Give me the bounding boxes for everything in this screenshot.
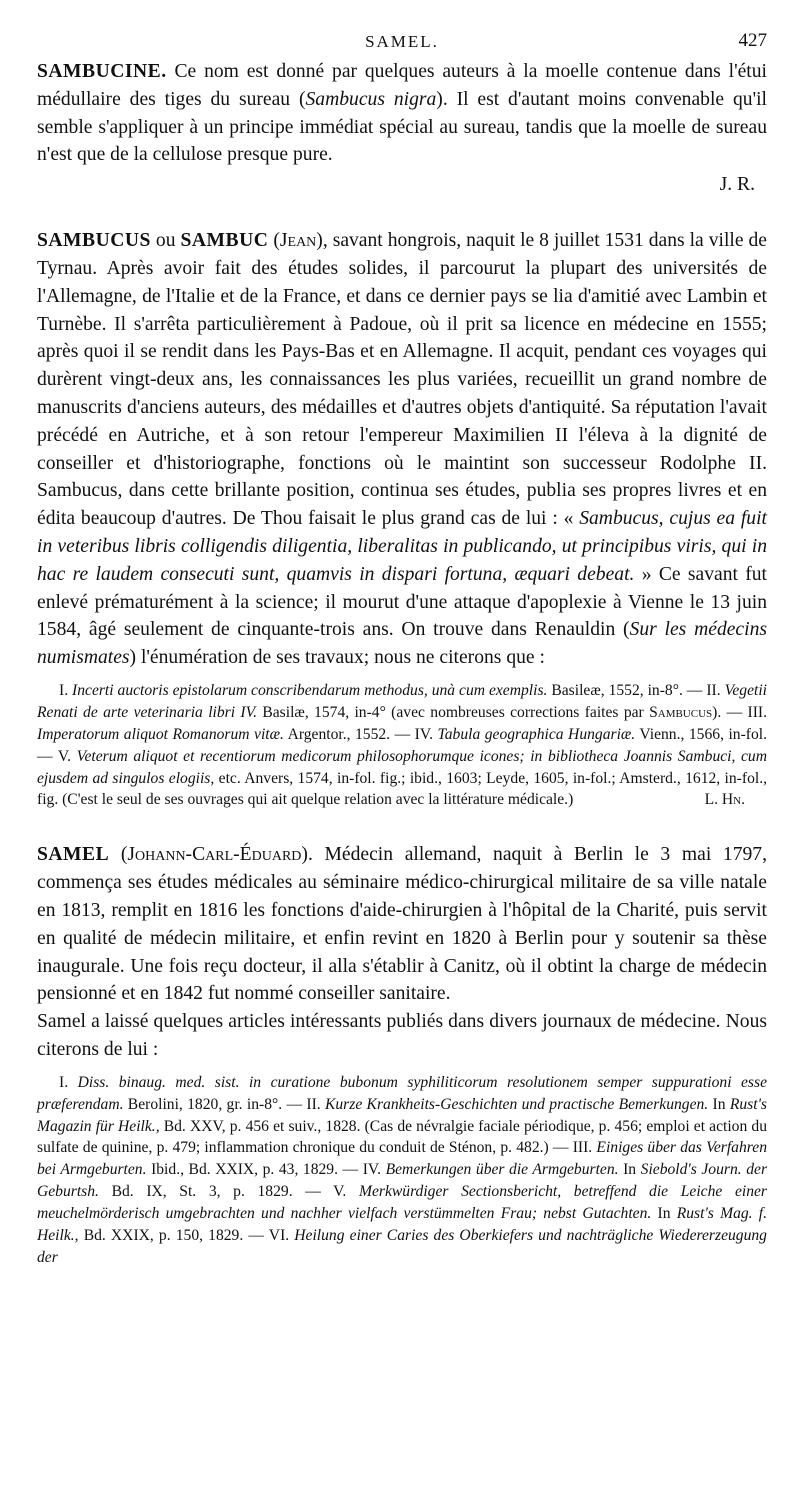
work-title: Vegetii Renati de arte veterinaria libri IV.	[37, 681, 767, 721]
item-number: I.	[59, 681, 73, 699]
work-title: Diss. binaug. med. sist. in curatione bubonum syphiliticorum resolutionem semper suppurationi esse præferendam.	[37, 1073, 767, 1113]
body-text: » Ce savant fut enlevé prématurément à la science; il mourut d'une attaque d'apoplexie à Vienne le 13 juin 1584, âgé seulement de cinquante-trois ans. On trouve dans Renauldin (	[37, 563, 767, 641]
entry-samel-text-2: Samel a laissé quelques articles intéressants publiés dans divers journaux de médecine. Nous citerons de lui :	[37, 1011, 767, 1060]
work-details: Argentor., 1552. — IV.	[283, 725, 438, 743]
item-number: I.	[59, 1073, 78, 1091]
work-details: Bd. IX, St. 3, p. 1829. — V.	[98, 1183, 359, 1201]
document-page	[37, 28, 767, 1269]
work-details: Bd. XXIX, p. 150, 1829. — VI.	[78, 1227, 295, 1245]
latin-quote: Sambucus, cujus ea fuit in veteribus libris colligendis diligentia, liberalitas in publicando, ut principibus viris, qui in hac re laudem consecuti sunt, quamvis in dispari fortuna, æquari debeat.	[37, 508, 767, 585]
journal-title: Siebold's Journ. der Geburtsh.	[37, 1161, 768, 1201]
work-details: etc. Anvers, 1574, in-fol. fig.; ibid., 1603; Leyde, 1605, in-fol.; Amsterd., 1612, in-fol., fig. (C'est le seul de ses ouvrages qui ait quelque relation avec la littérature médicale.)	[37, 769, 767, 809]
entry-samel-text: SAMEL (Johann-Carl-Éduard). Médecin allemand, naquit à Berlin le 3 mai 1797, commença ses études médicales au séminaire médico-chirurgical militaire de sa ville natale en 1813, remplit en 1816 les fonctions d'aide-chirurgien à l'hôpital de la Charité, puis servit en qualité de médecin militaire, et enfin revint en 1820 à Berlin pour y soutenir sa thèse inaugurale. Une fois reçu docteur, il alla s'établir à Canitz, où il obtint la charge de médecin pensionné et en 1842 fut nommé conseiller sanitaire.	[37, 844, 767, 1005]
headword: SAMEL	[37, 844, 110, 866]
entry-sambucine-text	[37, 58, 767, 169]
forename: Johann-Carl-Éduard	[127, 844, 302, 866]
page-header	[37, 28, 767, 58]
entry-sambucine	[37, 58, 767, 198]
body-text: Ce nom est donné par quelques auteurs à la moelle contenue dans l'étui médullaire des tiges du sureau (	[37, 61, 767, 110]
work-title: Tabula geographica Hungariæ.	[437, 725, 636, 743]
work-title: Kurze Krankheits-Geschichten und practische Bemerkungen.	[324, 1095, 709, 1113]
connector: ou	[150, 230, 181, 252]
forename: Jean	[279, 230, 317, 252]
italic-term: Sambucus nigra	[305, 88, 437, 110]
work-title: Merkwürdiger Sectionsbericht, betreffend die Leiche einer meuchelmörderisch umgebrachten und nachher vielfach verstümmelten Frau; nebst Gutachten.	[37, 1183, 767, 1223]
work-title: Heilung einer Caries des Oberkiefers und nachträgliche Wiedererzeugung der	[37, 1227, 767, 1266]
entry-sambucus	[37, 227, 767, 811]
author-signature: L. Hn.	[704, 791, 745, 809]
work-details: Bd. XXV, p. 456 et suiv., 1828. (Cas de névralgie faciale périodique, p. 456; emploi et action du sulfate de quinine, p. 479; inflammation chronique du conduit de Sténon, p. 482.) — III.	[37, 1117, 768, 1157]
body-text: Médecin allemand, naquit à Berlin le 3 mai 1797, commença ses études médicales au séminaire médico-chirurgical militaire de sa ville natale en 1813, remplit en 1816 les fonctions d'aide-chirurgien à l'hôpital de la Charité, puis servit en qualité de médecin militaire, et enfin revint en 1820 à Berlin pour y soutenir sa thèse inaugurale. Une fois reçu docteur, il alla s'établir à Canitz, où il obtint la charge de médecin pensionné et en 1842 fut nommé conseiller sanitaire.	[37, 844, 767, 1005]
work-title: Einiges über das Verfahren bei Armgeburten.	[37, 1139, 767, 1179]
work-details: ). — III.	[712, 703, 767, 721]
work-title: Bemerkungen über die Armgeburten.	[385, 1161, 619, 1179]
journal-title: Rust's Mag. f. Heilk.,	[37, 1205, 768, 1245]
work-details: Basilæ, 1574, in-4° (avec nombreuses corrections faites par	[257, 703, 650, 721]
work-details: In	[708, 1095, 730, 1113]
bibliography	[37, 1072, 767, 1269]
work-title: Incerti auctoris epistolarum conscribendarum methodus, unà cum exemplis.	[72, 681, 548, 699]
work-details: Basileæ, 1552, in-8°. — II.	[547, 681, 725, 699]
running-title: SAMEL.	[365, 32, 439, 51]
body-text: ) l'énumération de ses travaux; nous ne citerons que :	[129, 647, 545, 669]
bibliography	[37, 680, 767, 811]
page-number: 427	[738, 30, 767, 51]
body-text: ). Il est d'autant moins convenable qu'il semble s'appliquer à un principe immédiat spécial au sureau, tandis que la moelle de sureau n'est que de la cellulose presque pure.	[37, 88, 767, 166]
headword: SAMBUCINE.	[37, 61, 167, 82]
work-title: Veterum aliquot et recentiorum medicorum philosophorumque icones; in bibliotheca Joannis Sambuci, cum ejusdem ad singulos elogiis,	[37, 747, 767, 787]
author-signature: J. R.	[719, 174, 755, 196]
entry-sambucus-text: SAMBUCUS ou SAMBUC (Jean), savant hongrois, naquit le 8 juillet 1531 dans la ville de Tyrnau. Après avoir fait des études solides, il parcourut la plupart des universités de l'Allemagne, de l'Italie et de la France, et dans ce dernier pays se lia d'amitié avec Lambin et Turnèbe. Il s'arrêta particulièrement à Padoue, où il prit sa licence en médecine en 1555; après quoi il se rendit dans les Pays-Bas et en Allemagne. Il acquit, pendant ces voyages qui durèrent vingt-deux ans, les connaissances les plus variées, recueillit un grand nombre de manuscrits d'anciens auteurs, des médailles et d'autres objets d'antiquité. Sa réputation l'avait précédé en Autriche, et à son retour l'empereur Maximilien II l'éleva à la dignité de conseiller et d'historiographe, fonctions où le maintint son successeur Rodolphe II. Sambucus, dans cette brillante position, continua ses études, publia ses propres livres et en édita beaucoup d'autres. De Thou faisait le plus grand cas de lui : « Sambucus, cujus ea fuit in veteribus libris colligendis diligentia, liberalitas in publicando, ut principibus viris, qui in hac re laudem consecuti sunt, quamvis in dispari fortuna, æquari debeat. » Ce savant fut enlevé prématurément à la science; il mourut d'une attaque d'apoplexie à Vienne le 13 juin 1584, âgé seulement de cinquante-trois ans. On trouve dans Renauldin (Sur les médecins numismates) l'énumération de ses travaux; nous ne citerons que :	[37, 230, 767, 669]
italic-title: Sur les médecins numismates	[37, 619, 767, 669]
author-name: Sambucus	[649, 703, 713, 721]
work-details: In	[618, 1161, 641, 1179]
body-text: savant hongrois, naquit le 8 juillet 1531 dans la ville de Tyrnau. Après avoir fait des études solides, il parcourut la plupart des universités de l'Allemagne, de l'Italie et de la France, et dans ce dernier pays se lia d'amitié avec Lambin et Turnèbe. Il s'arrêta particulièrement à Padoue, où il prit sa licence en médecine en 1555; après quoi il se rendit dans les Pays-Bas et en Allemagne. Il acquit, pendant ces voyages qui durèrent vingt-deux ans, les connaissances les plus variées, recueillit un grand nombre de manuscrits d'anciens auteurs, des médailles et d'autres objets d'antiquité. Sa réputation l'avait précédé en Autriche, et à son retour l'empereur Maximilien II l'éleva à la dignité de conseiller et d'historiographe, fonctions où le maintint son successeur Rodolphe II. Sambucus, dans cette brillante position, continua ses études, publia ses propres livres et en édita beaucoup d'autres. De Thou faisait le plus grand cas de lui : «	[37, 230, 767, 530]
work-title: Imperatorum aliquot Romanorum vitæ.	[37, 725, 284, 743]
work-details: In	[651, 1205, 677, 1223]
work-details: Berolini, 1820, gr. in-8°. — II.	[123, 1095, 325, 1113]
headword-variant: SAMBUC	[180, 230, 269, 252]
work-details: Ibid., Bd. XXIX, p. 43, 1829. — IV.	[146, 1161, 386, 1179]
entry-samel	[37, 841, 767, 1269]
headword: SAMBUCUS	[37, 230, 151, 252]
work-details: Vienn., 1566, in-fol. — V.	[37, 725, 768, 765]
journal-title: Rust's Magazin für Heilk.,	[37, 1095, 767, 1135]
